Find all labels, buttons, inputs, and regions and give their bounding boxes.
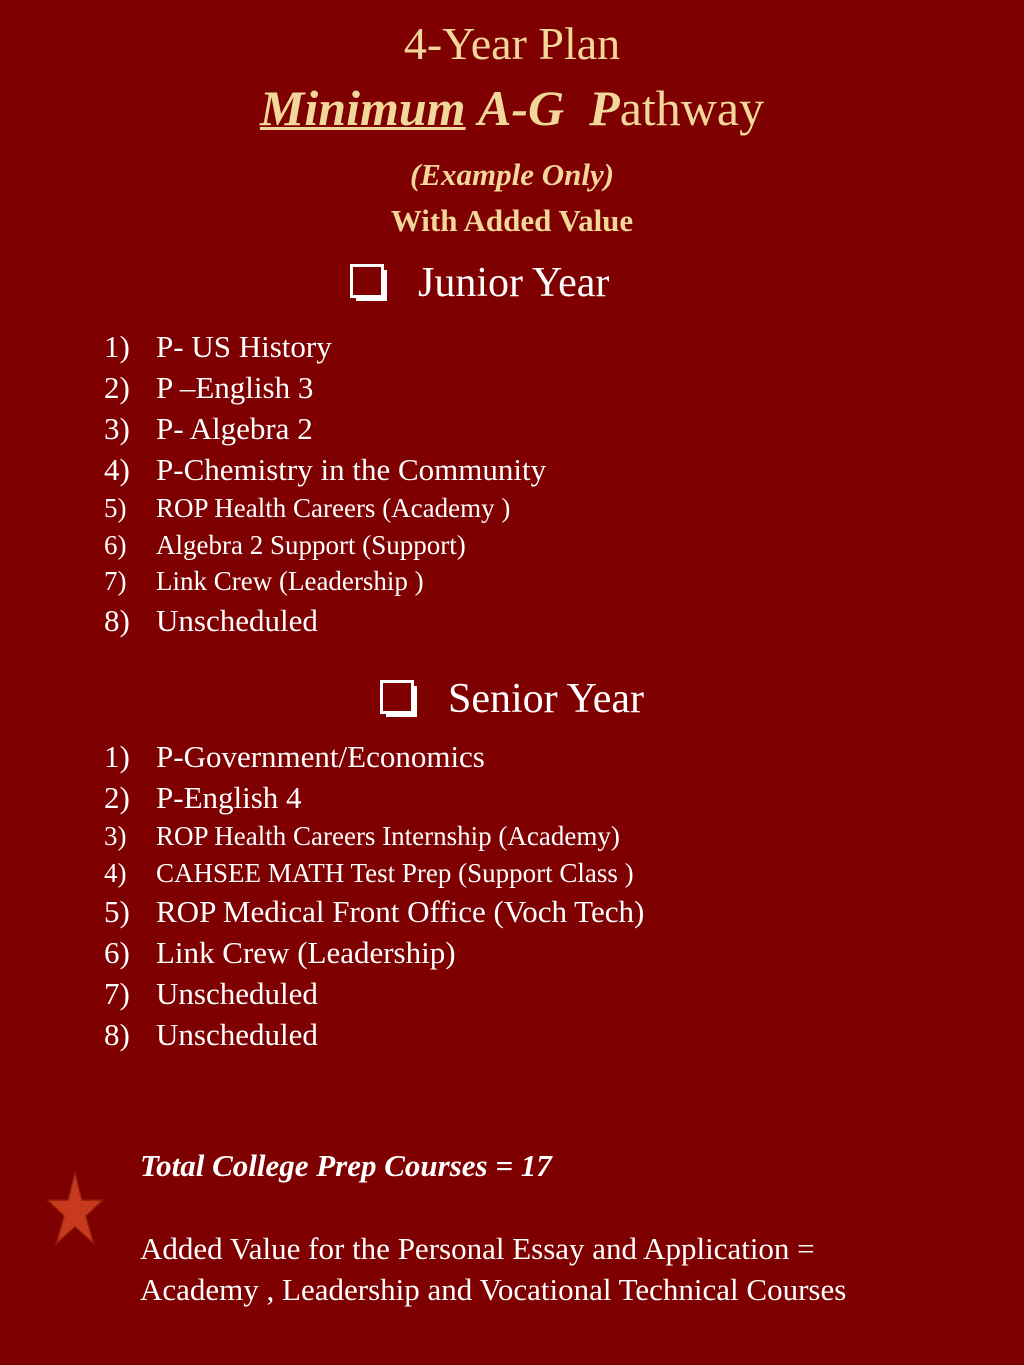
item-number: 4) <box>104 857 127 888</box>
added-value-note: With Added Value <box>390 203 634 238</box>
list-item <box>104 367 546 408</box>
list-item <box>104 600 546 641</box>
total-college-prep: Total College Prep Courses = 17 <box>140 1148 552 1183</box>
item-number: 6) <box>104 935 130 970</box>
list-item <box>104 932 644 973</box>
subtitle-minimum: Minimum <box>259 80 466 136</box>
list-item <box>104 490 546 527</box>
item-text: ROP Health Careers (Academy ) <box>156 493 511 523</box>
item-number: 3) <box>104 411 130 446</box>
example-note: (Example Only) <box>409 157 615 192</box>
item-number: 7) <box>104 976 130 1011</box>
item-text: Link Crew (Leadership) <box>156 935 456 970</box>
item-number: 5) <box>104 894 130 929</box>
star-icon <box>46 1170 104 1246</box>
senior-year-label: Senior Year <box>448 676 644 722</box>
subtitle-p: P <box>589 80 620 136</box>
checkbox-icon <box>380 680 418 718</box>
list-item <box>104 891 644 932</box>
item-text: Unscheduled <box>156 976 318 1011</box>
item-text: Unscheduled <box>156 602 318 638</box>
item-text: P- Algebra 2 <box>156 411 313 446</box>
checkbox-icon <box>350 264 388 302</box>
item-number: 1) <box>104 329 130 364</box>
subtitle-a-g: A-G <box>478 80 565 136</box>
item-number: 3) <box>104 821 127 851</box>
item-text: CAHSEE MATH Test Prep (Support Class ) <box>156 857 634 888</box>
junior-year-label: Junior Year <box>418 260 610 306</box>
page-subtitle <box>0 78 1024 138</box>
item-number: 8) <box>104 1017 130 1052</box>
item-text: P-English 4 <box>156 780 302 815</box>
item-text: P –English 3 <box>156 370 314 405</box>
page-title: 4-Year Plan <box>403 18 621 69</box>
subtitle-athway: athway <box>619 80 765 136</box>
list-item <box>104 326 546 367</box>
item-text: Unscheduled <box>156 1017 318 1052</box>
list-item <box>104 563 546 600</box>
list-item <box>104 777 644 818</box>
item-number: 1) <box>104 739 130 774</box>
item-text: Link Crew (Leadership ) <box>156 566 424 596</box>
item-text: Algebra 2 Support (Support) <box>156 529 466 560</box>
added-value-line-1: Added Value for the Personal Essay and Application = <box>140 1231 815 1266</box>
item-text: ROP Medical Front Office (Voch Tech) <box>156 894 645 929</box>
item-number: 7) <box>104 566 127 596</box>
item-text: P-Chemistry in the Community <box>156 452 547 487</box>
item-number: 6) <box>104 529 127 560</box>
item-text: ROP Health Careers Internship (Academy) <box>156 821 620 851</box>
item-text: P-Government/Economics <box>156 739 485 774</box>
list-item <box>104 449 546 490</box>
list-item <box>104 973 644 1014</box>
list-item <box>104 818 644 855</box>
item-text: P- US History <box>156 329 332 364</box>
item-number: 5) <box>104 493 127 523</box>
item-number: 4) <box>104 452 130 487</box>
junior-course-list <box>104 326 546 641</box>
list-item <box>104 408 546 449</box>
list-item <box>104 736 644 777</box>
senior-year-heading <box>380 674 644 724</box>
item-number: 8) <box>104 602 130 638</box>
item-number: 2) <box>104 370 130 405</box>
list-item <box>104 527 546 564</box>
added-value-line-2: Academy , Leadership and Vocational Technical Courses <box>140 1272 847 1307</box>
list-item <box>104 1014 644 1055</box>
added-value-text <box>140 1228 1000 1310</box>
senior-course-list <box>104 736 644 1055</box>
list-item <box>104 855 644 892</box>
item-number: 2) <box>104 780 130 815</box>
junior-year-heading <box>350 258 609 308</box>
